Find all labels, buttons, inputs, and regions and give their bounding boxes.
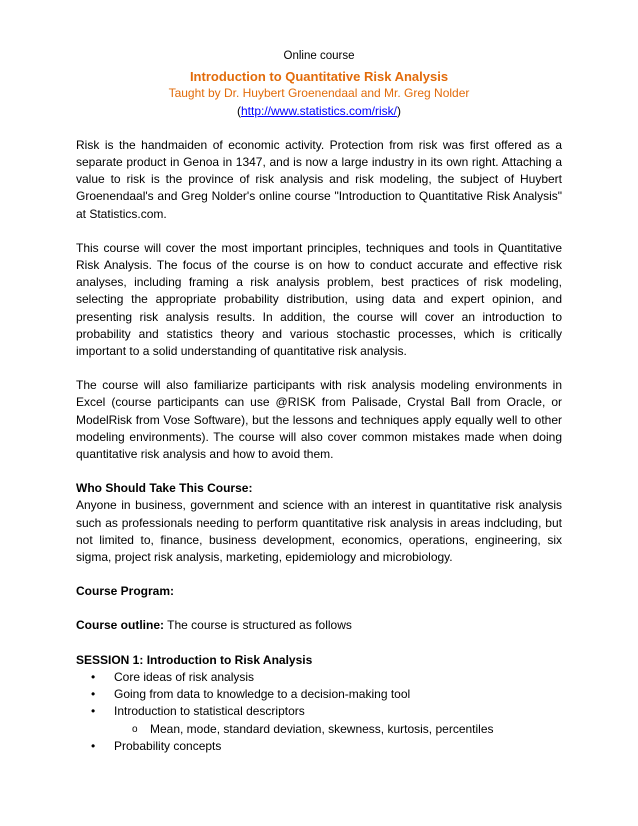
bullet-icon: • [91,687,96,702]
outline-line [76,617,562,634]
list-item [76,738,562,755]
who-paragraph: Anyone in business, government and science with an interest in quantitative risk analysis such as professionals needing to perform quantitative risk analysis in areas indcluding, but not limited to, finance, business development, economics, operations, engineering, six sigma, project risk analysis, marketing, epidemiology and microbiology. [76,498,562,565]
course-instructors: Taught by Dr. Huybert Groenendaal and Mr. Greg Nolder [168,86,470,101]
who-heading: Who Should Take This Course: [76,481,253,496]
list-item-text: Going from data to knowledge to a decision-making tool [114,687,411,702]
link-close-paren: ) [397,103,402,118]
circle-bullet-icon: o [132,723,138,735]
list-item [76,686,562,703]
list-item [76,703,562,720]
list-item-text: Introduction to statistical descriptors [114,704,305,719]
list-item-text: Core ideas of risk analysis [114,669,255,684]
link-open-paren: ( [236,103,241,118]
bullet-icon: • [91,704,96,719]
bullet-icon: • [91,738,96,753]
program-heading: Course Program: [76,584,175,599]
list-item-text: Probability concepts [114,738,222,753]
intro-paragraph: Risk is the handmaiden of economic activity. Protection from risk was first offered as a separate product in Genoa in 1347, and is now a large industry in its own right. Attaching a value to risk is the province of risk analysis and risk modeling, the subject of Huybert Groenendaal's and Greg Nolder's online course "Introduction to Quantitative Risk Analysis" at Statistics.com. [76,137,562,221]
course-link[interactable]: http://www.statistics.com/risk/ [240,103,398,118]
outline-text: The course is structured as follows [164,618,352,633]
sub-list-item-text: Mean, mode, standard deviation, skewness, kurtosis, percentiles [150,721,494,736]
coverage-paragraph: This course will cover the most important principles, techniques and tools in Quantitative Risk Analysis. The focus of the course is on how to conduct accurate and effective risk analyses, including framing a risk analysis problem, best practices of risk modeling, selecting the appropriate probability distribution, using data and expert opinion, and presenting risk analysis results. In addition, the course will cover an introduction to probability and statistics theory and various stochastic processes, which is critically important to a solid understanding of quantitative risk analysis. [76,240,562,359]
outline-label: Course outline: [76,618,165,633]
session1-heading: SESSION 1: Introduction to Risk Analysis [76,652,313,667]
sub-list-item [76,721,562,738]
course-kicker: Online course [283,50,355,62]
list-item [76,669,562,686]
course-title: Introduction to Quantitative Risk Analysis [189,69,449,85]
document-page [76,40,562,755]
environment-paragraph: The course will also familiarize participants with risk analysis modeling environments in Excel (course participants can use @RISK from Palisade, Crystal Ball from Oracle, or ModelRisk from Vose Software), but the lessons and techniques apply equally well to other modeling environments). The course will also cover common mistakes made when doing quantitative risk analysis and how to avoid them. [76,378,562,462]
session1-list [76,669,562,755]
course-link-line [76,103,562,120]
bullet-icon: • [91,669,96,684]
